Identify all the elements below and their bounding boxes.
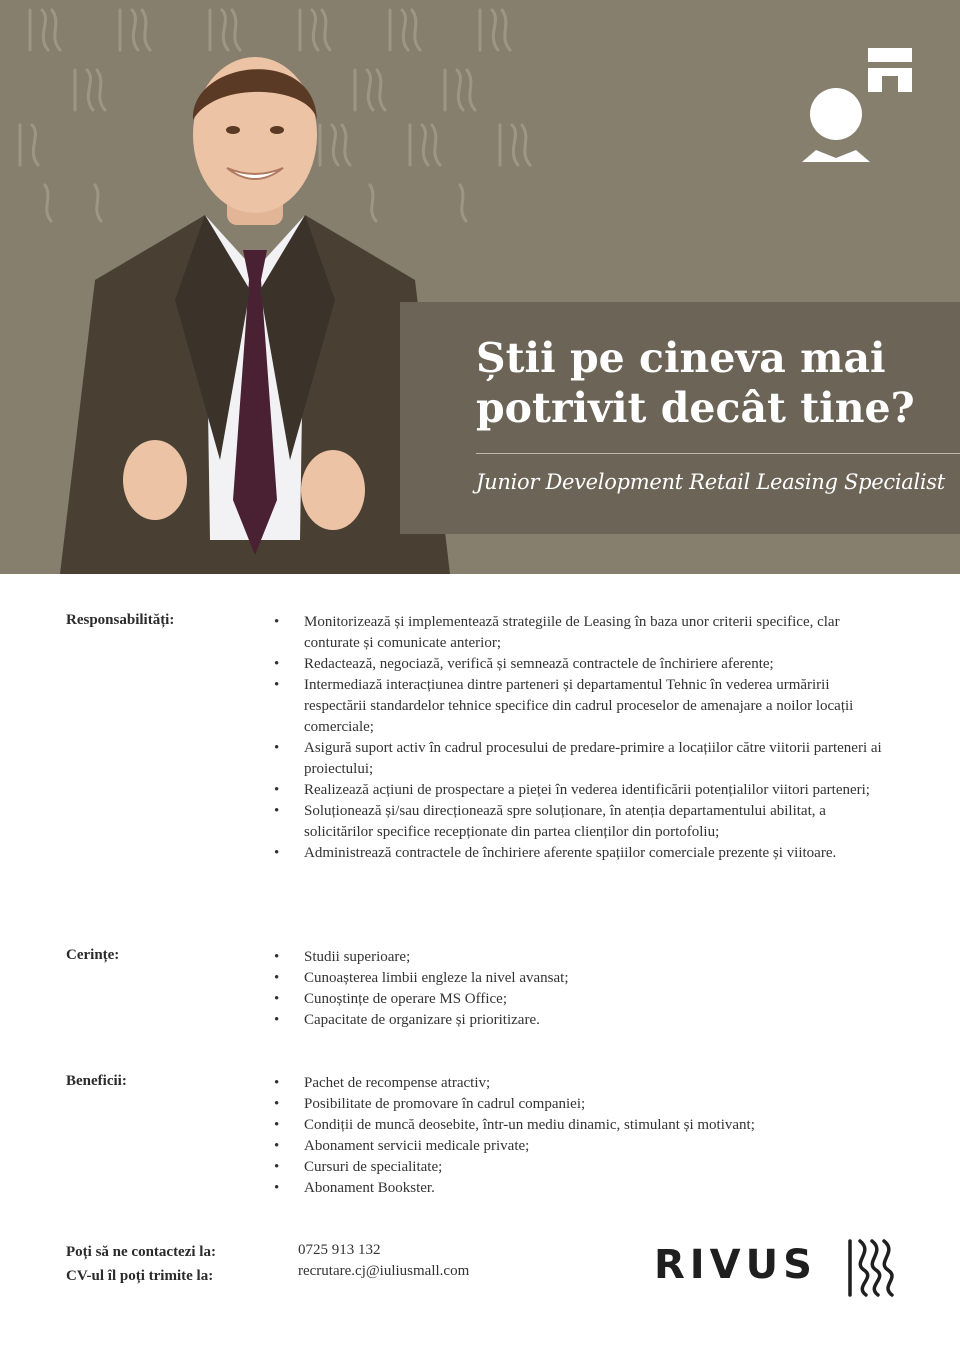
list-item: • Administrează contractele de închiriere aferente spațiilor comerciale prezente și viitoare.: [272, 843, 892, 864]
list-item: • Asigură suport activ în cadrul procesului de predare-primire a locațiilor către viitorii parteneri ai proiectului;: [272, 738, 892, 780]
job-title: Junior Development Retail Leasing Specialist: [476, 470, 945, 494]
hero-person-photo: [55, 40, 455, 574]
hero-banner: [0, 0, 960, 574]
list-item: • Soluționează și/sau direcționează spre soluționare, în atenția departamentului abilitat, a solicitărilor specifice recepționate din partea clienților din portofoliu;: [272, 801, 892, 843]
list-item: • Realizează acțiuni de prospectare a pieței în vederea identificării potențialilor viitori parteneri;: [272, 780, 892, 801]
contact-values: [298, 1240, 469, 1282]
list-item: • Studii superioare;: [272, 947, 892, 968]
list-item: • Capacitate de organizare și prioritizare.: [272, 1010, 892, 1031]
list-item: • Abonament Bookster.: [272, 1178, 892, 1199]
benefits-label: Beneficii:: [66, 1073, 127, 1089]
responsibilities-label: Responsabilități:: [66, 612, 175, 628]
headline-divider: [476, 453, 960, 454]
requirements-label: Cerințe:: [66, 947, 120, 963]
requirements-list: [272, 947, 892, 1031]
list-item: • Cursuri de specialitate;: [272, 1157, 892, 1178]
phone-label: Poți să ne contactezi la:: [66, 1244, 216, 1260]
benefits-list: [272, 1073, 892, 1199]
headline-line-2: potrivit decât tine?: [476, 384, 915, 432]
email-address[interactable]: recrutare.cj@iuliusmall.com: [298, 1263, 470, 1279]
list-item: • Abonament servicii medicale private;: [272, 1136, 892, 1157]
list-item: • Cunoașterea limbii engleze la nivel avansat;: [272, 968, 892, 989]
phone-number[interactable]: 0725 913 132: [298, 1242, 381, 1258]
list-item: • Intermediază interacțiunea dintre parteneri și departamentul Tehnic în vederea urmăririi respectării standardelor tehnice specifice din cadrul proceselor de amenajare a noilor locații comerciale;: [272, 675, 892, 738]
list-item: • Condiții de muncă deosebite, într-un mediu dinamic, stimulant și motivant;: [272, 1115, 892, 1136]
rivus-logo-text: RIVUS: [654, 1242, 817, 1288]
list-item: • Cunoștințe de operare MS Office;: [272, 989, 892, 1010]
rivus-wave-mark-icon: [846, 1238, 900, 1298]
headline-line-1: Știi pe cineva mai: [476, 334, 886, 382]
contact-labels: [66, 1240, 216, 1288]
list-item: • Pachet de recompense atractiv;: [272, 1073, 892, 1094]
cv-label: CV-ul îl poți trimite la:: [66, 1268, 214, 1284]
referral-person-icon: [800, 46, 916, 164]
list-item: • Posibilitate de promovare în cadrul companiei;: [272, 1094, 892, 1115]
headline: [476, 333, 946, 433]
list-item: • Redactează, negociază, verifică și semnează contractele de închiriere aferente;: [272, 654, 892, 675]
responsibilities-list: [272, 612, 892, 864]
list-item: • Monitorizează și implementează strategiile de Leasing în baza unor criterii specifice, clar conturate și comunicate anterior;: [272, 612, 892, 654]
